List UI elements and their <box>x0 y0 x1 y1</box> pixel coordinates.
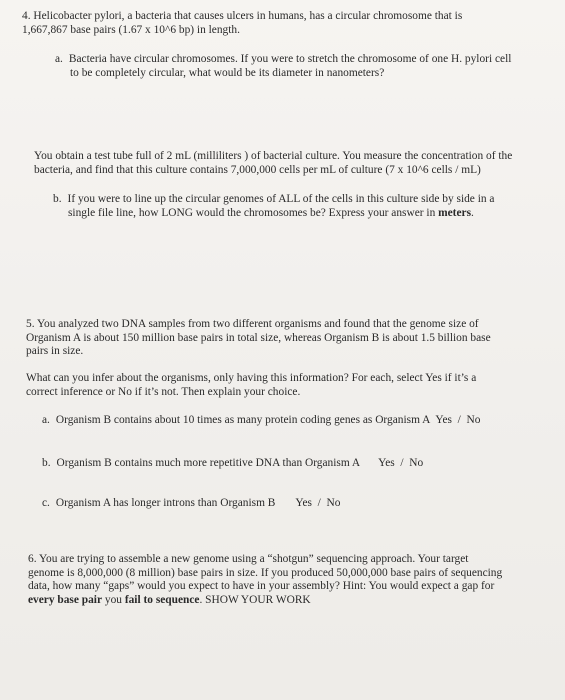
question-4-line1: 4. Helicobacter pylori, a bacteria that causes ulcers in humans, has a circular chromosome that is <box>22 10 463 22</box>
question-5-instructions <box>26 372 526 399</box>
culture-info-line2: bacteria, and find that this culture contains 7,000,000 cells per mL of culture (7 x 10^6 cells / mL) <box>34 163 481 176</box>
question-6-line1: 6. You are trying to assemble a new genome using a “shotgun” sequencing approach. Your target <box>28 553 469 565</box>
question-4a-label: a. <box>55 53 63 65</box>
question-5-line3: pairs in size. <box>26 345 84 358</box>
culture-info-line1: You obtain a test tube full of 2 mL (milliliters ) of bacterial culture. You measure the concentration of the <box>34 150 513 162</box>
question-4a-line1: Bacteria have circular chromosomes. If you were to stretch the chromosome of one H. pylori cell <box>68 53 512 65</box>
question-5-instructions-line2: correct inference or No if it’s not. Then explain your choice. <box>26 385 301 398</box>
question-6-line4 <box>28 594 556 608</box>
question-5b-label: b. <box>42 457 51 469</box>
question-4b <box>53 193 533 220</box>
question-5b-choice[interactable]: Yes / No <box>378 457 424 469</box>
question-4b-line2 <box>53 207 474 221</box>
question-6-line4-mid: you <box>102 593 125 606</box>
question-4b-emphasis: meters <box>438 206 472 219</box>
question-4 <box>22 10 547 37</box>
question-5c-label: c. <box>42 497 50 509</box>
question-6-line3: data, how many “gaps” would you expect to have in your assembly? Hint: You would expect a gap for <box>28 580 495 593</box>
question-4a <box>55 53 550 80</box>
question-5-line2: Organism A is about 150 million base pairs in total size, whereas Organism B is about 1.5 billion base <box>26 331 491 344</box>
question-6-line2: genome is 8,000,000 (8 million) base pairs in size. If you produced 50,000,000 base pairs of sequencing <box>28 566 503 579</box>
question-4b-period: . <box>471 206 474 219</box>
question-5c <box>42 497 557 511</box>
question-5-line1: 5. You analyzed two DNA samples from two different organisms and found that the genome size of <box>26 318 479 330</box>
question-4-line2: 1,667,867 base pairs (1.67 x 10^6 bp) in length. <box>22 23 240 36</box>
question-5a <box>42 414 557 428</box>
question-5-instructions-line1: What can you infer about the organisms, only having this information? For each, select Yes if it’s a <box>26 372 477 384</box>
culture-info <box>34 150 554 177</box>
question-5 <box>26 318 546 359</box>
question-6-emphasis-2: fail to sequence <box>124 593 200 606</box>
question-5c-choice[interactable]: Yes / No <box>295 497 341 509</box>
question-5c-text: Organism A has longer introns than Organism B <box>55 497 276 509</box>
question-5a-choice[interactable]: Yes / No <box>435 414 481 426</box>
question-5a-text: Organism B contains about 10 times as many protein coding genes as Organism A <box>55 414 431 426</box>
question-6 <box>28 553 556 607</box>
question-4b-label: b. <box>53 193 62 205</box>
question-4b-line1: If you were to line up the circular genomes of ALL of the cells in this culture side by side in a <box>67 193 495 205</box>
question-5b <box>42 457 557 471</box>
question-6-emphasis-1: every base pair <box>28 593 103 606</box>
question-5b-text: Organism B contains much more repetitive DNA than Organism A <box>56 457 361 469</box>
question-5a-label: a. <box>42 414 50 426</box>
question-6-line4-end: . SHOW YOUR WORK <box>199 593 311 606</box>
question-4b-line2-text: single file line, how LONG would the chromosomes be? Express your answer in <box>68 206 439 219</box>
question-4a-line2: to be completely circular, what would be its diameter in nanometers? <box>70 66 385 79</box>
